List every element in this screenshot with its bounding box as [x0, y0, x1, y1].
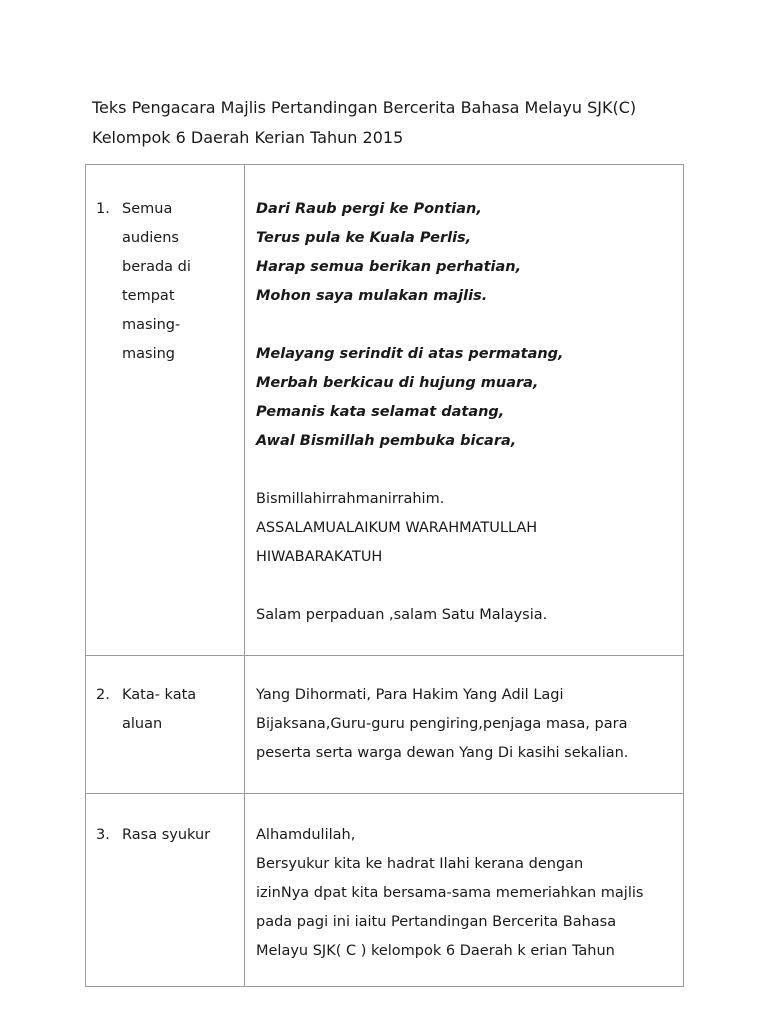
pantun-line: Mohon saya mulakan majlis. — [256, 288, 488, 304]
topic-label: Rasa syukur — [122, 827, 211, 843]
content-cell — [245, 165, 684, 656]
pantun-line: Dari Raub pergi ke Pontian, — [256, 201, 482, 217]
pantun-line: Awal Bismillah pembuka bicara, — [256, 433, 517, 449]
script-table — [85, 164, 684, 987]
table-row — [86, 656, 684, 794]
topic-label: Semua audiens berada di tempat masing- masing — [122, 201, 191, 362]
row-number: 1. — [96, 201, 110, 217]
page-title — [92, 93, 712, 153]
content-line: izinNya dpat kita bersama-sama memeriahkan majlis — [256, 885, 644, 901]
content-cell — [245, 794, 684, 987]
topic-cell — [86, 165, 245, 656]
title-line: Teks Pengacara Majlis Pertandingan Bercerita Bahasa Melayu SJK(C) — [92, 98, 637, 117]
row-number: 2. — [96, 687, 110, 703]
table-row — [86, 165, 684, 656]
content-line: pada pagi ini iaitu Pertandingan Bercerita Bahasa — [256, 914, 617, 930]
content-line: Bijaksana,Guru-guru pengiring,penjaga masa, para — [256, 716, 628, 732]
content-line: peserta serta warga dewan Yang Di kasihi sekalian. — [256, 745, 629, 761]
pantun-line: Pemanis kata selamat datang, — [256, 404, 505, 420]
topic-cell — [86, 794, 245, 987]
greeting-line: Bismillahirrahmanirrahim. — [256, 491, 445, 507]
content-line: Yang Dihormati, Para Hakim Yang Adil Lagi — [256, 687, 564, 703]
table-row — [86, 794, 684, 987]
closing-line: Salam perpaduan ,salam Satu Malaysia. — [256, 607, 548, 623]
greeting-line: HIWABARAKATUH — [256, 549, 383, 565]
title-line: Kelompok 6 Daerah Kerian Tahun 2015 — [92, 128, 404, 147]
pantun-line: Merbah berkicau di hujung muara, — [256, 375, 539, 391]
content-line: Melayu SJK( C ) kelompok 6 Daerah k erian Tahun — [256, 943, 615, 959]
pantun-line: Harap semua berikan perhatian, — [256, 259, 522, 275]
content-line: Bersyukur kita ke hadrat Ilahi kerana dengan — [256, 856, 584, 872]
pantun-line: Terus pula ke Kuala Perlis, — [256, 230, 472, 246]
content-cell — [245, 656, 684, 794]
topic-cell — [86, 656, 245, 794]
pantun-line: Melayang serindit di atas permatang, — [256, 346, 564, 362]
row-number: 3. — [96, 827, 110, 843]
greeting-line: ASSALAMUALAIKUM WARAHMATULLAH — [256, 520, 538, 536]
content-line: Alhamdulilah, — [256, 827, 356, 843]
topic-label: Kata- kata aluan — [122, 687, 197, 732]
